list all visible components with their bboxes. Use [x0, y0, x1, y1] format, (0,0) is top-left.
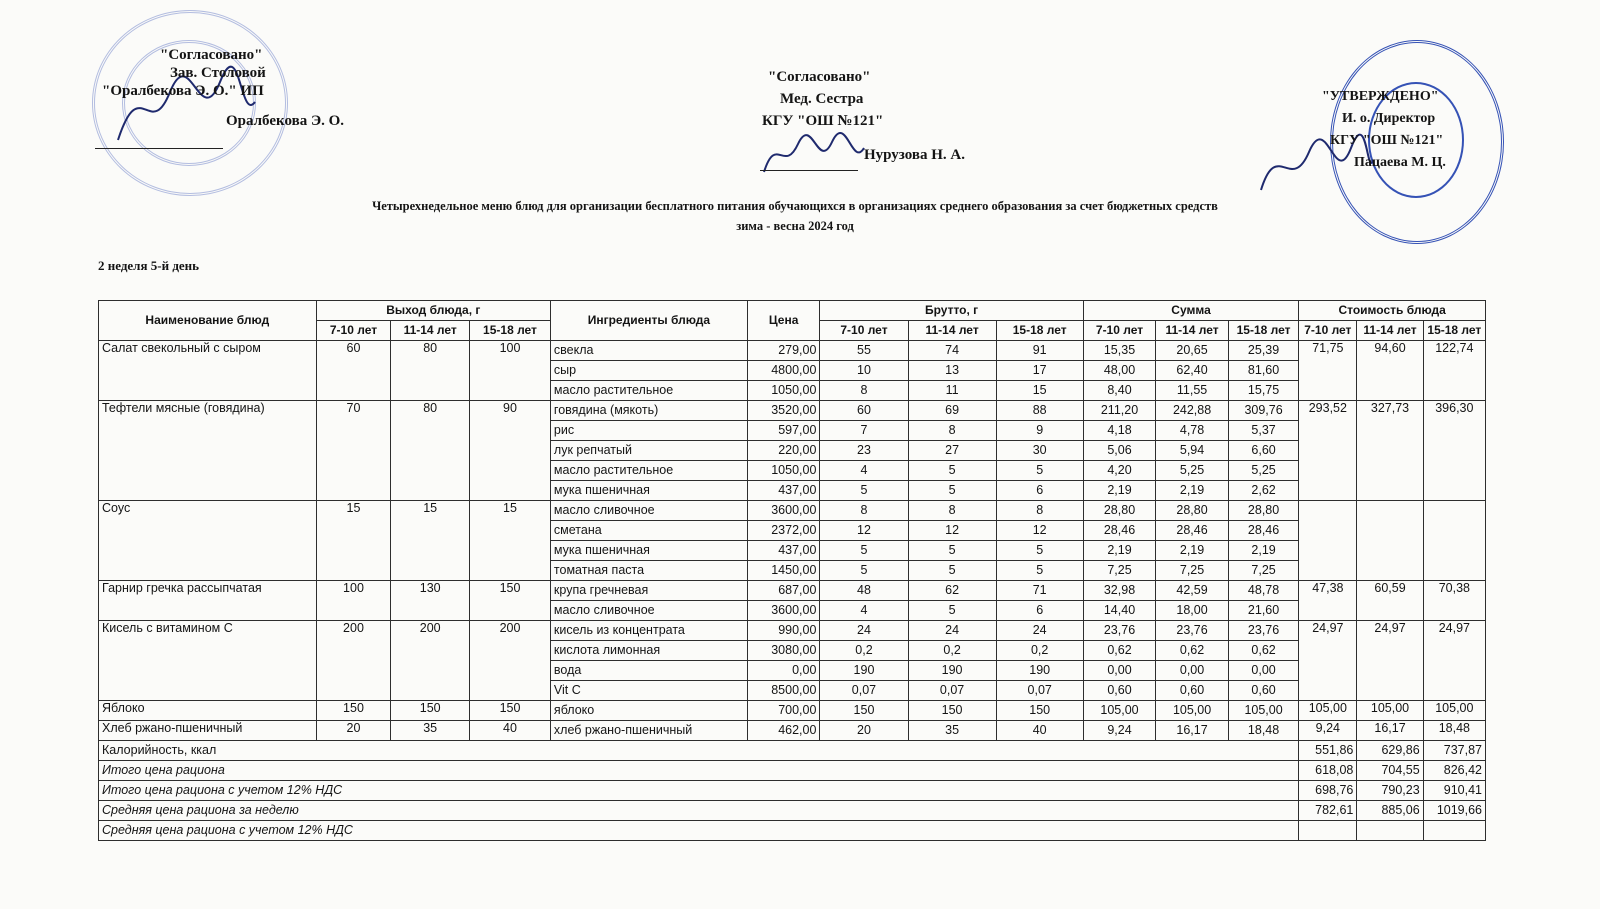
dish-output: 70	[316, 401, 391, 501]
ingredient-sum: 48,78	[1228, 581, 1298, 601]
header-cost-age3: 15-18 лет	[1423, 321, 1485, 341]
ingredient-sum: 5,25	[1156, 461, 1229, 481]
dish-cost	[1423, 501, 1485, 581]
dish-output: 150	[316, 701, 391, 721]
ingredient-brutto: 5	[908, 481, 996, 501]
approval-left-line1: "Согласовано"	[160, 47, 263, 63]
table-row	[99, 581, 1486, 601]
dish-cost: 105,00	[1299, 701, 1357, 721]
ingredient-brutto: 24	[908, 621, 996, 641]
dish-cost: 47,38	[1299, 581, 1357, 621]
ingredient-brutto: 74	[908, 341, 996, 361]
ingredient-name: крупа гречневая	[550, 581, 747, 601]
summary-label: Итого цена рациона	[99, 761, 1299, 781]
approval-middle-line2: Мед. Сестра	[780, 91, 864, 107]
ingredient-price: 1050,00	[747, 381, 820, 401]
ingredient-price: 0,00	[747, 661, 820, 681]
summary-value: 790,23	[1357, 781, 1423, 801]
dish-output: 150	[470, 701, 551, 721]
ingredient-sum: 6,60	[1228, 441, 1298, 461]
ingredient-brutto: 88	[996, 401, 1083, 421]
dish-cost: 105,00	[1357, 701, 1423, 721]
ingredient-price: 462,00	[747, 721, 820, 741]
ingredient-sum: 62,40	[1156, 361, 1229, 381]
approval-right-line1: "УТВЕРЖДЕНО"	[1322, 89, 1439, 104]
ingredient-name: Vit C	[550, 681, 747, 701]
approval-left-line4: Оралбекова Э. О.	[226, 113, 345, 129]
dish-cost: 24,97	[1357, 621, 1423, 701]
ingredient-brutto: 5	[996, 561, 1083, 581]
header-cost: Стоимость блюда	[1299, 301, 1486, 321]
ingredient-sum: 7,25	[1083, 561, 1156, 581]
ingredient-brutto: 5	[908, 601, 996, 621]
ingredient-brutto: 4	[820, 601, 908, 621]
approval-right	[1322, 88, 1472, 172]
ingredient-sum: 0,60	[1156, 681, 1229, 701]
ingredient-name: масло растительное	[550, 461, 747, 481]
ingredient-price: 3080,00	[747, 641, 820, 661]
summary-row	[99, 801, 1486, 821]
ingredient-sum: 2,19	[1083, 481, 1156, 501]
ingredient-sum: 7,25	[1156, 561, 1229, 581]
dish-cost: 122,74	[1423, 341, 1485, 401]
dish-name: Кисель с витамином С	[99, 621, 317, 701]
ingredient-price: 700,00	[747, 701, 820, 721]
dish-cost: 9,24	[1299, 721, 1357, 741]
ingredient-sum: 0,60	[1228, 681, 1298, 701]
ingredient-sum: 0,00	[1156, 661, 1229, 681]
ingredient-brutto: 7	[820, 421, 908, 441]
menu-table-body	[99, 341, 1486, 841]
ingredient-sum: 42,59	[1156, 581, 1229, 601]
ingredient-price: 2372,00	[747, 521, 820, 541]
ingredient-sum: 23,76	[1083, 621, 1156, 641]
summary-value: 551,86	[1299, 741, 1357, 761]
ingredient-name: сметана	[550, 521, 747, 541]
ingredient-price: 4800,00	[747, 361, 820, 381]
summary-value: 1019,66	[1423, 801, 1485, 821]
ingredient-brutto: 24	[820, 621, 908, 641]
header-brutto-age1: 7-10 лет	[820, 321, 908, 341]
ingredient-name: мука пшеничная	[550, 481, 747, 501]
approval-middle-line3: КГУ "ОШ №121"	[762, 113, 884, 129]
ingredient-brutto: 20	[820, 721, 908, 741]
summary-row	[99, 781, 1486, 801]
dish-cost: 396,30	[1423, 401, 1485, 501]
ingredient-brutto: 17	[996, 361, 1083, 381]
document-title-line2: зима - весна 2024 год	[736, 219, 854, 233]
day-label: 2 неделя 5-й день	[98, 258, 200, 273]
dish-cost: 293,52	[1299, 401, 1357, 501]
dish-output: 35	[391, 721, 470, 741]
header-sum: Сумма	[1083, 301, 1299, 321]
summary-label: Средняя цена рациона за неделю	[99, 801, 1299, 821]
summary-value	[1423, 821, 1485, 841]
ingredient-price: 597,00	[747, 421, 820, 441]
table-row	[99, 621, 1486, 641]
ingredient-brutto: 15	[996, 381, 1083, 401]
summary-row	[99, 741, 1486, 761]
ingredient-price: 8500,00	[747, 681, 820, 701]
ingredient-brutto: 91	[996, 341, 1083, 361]
summary-value: 782,61	[1299, 801, 1357, 821]
ingredient-name: масло сливочное	[550, 501, 747, 521]
summary-value: 737,87	[1423, 741, 1485, 761]
dish-output: 40	[470, 721, 551, 741]
summary-value	[1299, 821, 1357, 841]
middle-signature-line	[760, 170, 858, 171]
approval-left-line3: "Оралбекова Э. О." ИП	[102, 83, 264, 99]
ingredient-brutto: 60	[820, 401, 908, 421]
ingredient-sum: 18,00	[1156, 601, 1229, 621]
summary-label: Средняя цена рациона с учетом 12% НДС	[99, 821, 1299, 841]
dish-name: Яблоко	[99, 701, 317, 721]
dish-cost: 70,38	[1423, 581, 1485, 621]
ingredient-brutto: 4	[820, 461, 908, 481]
ingredient-sum: 25,39	[1228, 341, 1298, 361]
ingredient-sum: 48,00	[1083, 361, 1156, 381]
ingredient-name: масло растительное	[550, 381, 747, 401]
ingredient-name: хлеб ржано-пшеничный	[550, 721, 747, 741]
ingredient-name: томатная паста	[550, 561, 747, 581]
ingredient-sum: 15,75	[1228, 381, 1298, 401]
dish-cost: 71,75	[1299, 341, 1357, 401]
ingredient-name: вода	[550, 661, 747, 681]
table-row	[99, 701, 1486, 721]
ingredient-brutto: 8	[820, 501, 908, 521]
ingredient-sum: 5,06	[1083, 441, 1156, 461]
dish-output: 15	[316, 501, 391, 581]
document-title-line1: Четырехнедельное меню блюд для организации бесплатного питания обучающихся в организациях среднего образования за счет бюджетных средств	[372, 199, 1218, 213]
ingredient-sum: 2,62	[1228, 481, 1298, 501]
dish-name: Гарнир гречка рассыпчатая	[99, 581, 317, 621]
dish-output: 150	[470, 581, 551, 621]
ingredient-sum: 0,62	[1156, 641, 1229, 661]
dish-output: 60	[316, 341, 391, 401]
ingredient-name: лук репчатый	[550, 441, 747, 461]
dish-output: 20	[316, 721, 391, 741]
ingredient-sum: 7,25	[1228, 561, 1298, 581]
ingredient-sum: 18,48	[1228, 721, 1298, 741]
header-sum-age2: 11-14 лет	[1156, 321, 1229, 341]
ingredient-brutto: 71	[996, 581, 1083, 601]
approval-middle	[762, 68, 1002, 164]
ingredient-sum: 9,24	[1083, 721, 1156, 741]
approval-middle-line1: "Согласовано"	[768, 69, 871, 85]
ingredient-sum: 4,18	[1083, 421, 1156, 441]
ingredient-brutto: 13	[908, 361, 996, 381]
ingredient-brutto: 5	[996, 461, 1083, 481]
header-ingredients: Ингредиенты блюда	[550, 301, 747, 341]
dish-output: 200	[316, 621, 391, 701]
dish-output: 15	[391, 501, 470, 581]
ingredient-brutto: 5	[820, 481, 908, 501]
ingredient-price: 220,00	[747, 441, 820, 461]
header-sum-age3: 15-18 лет	[1228, 321, 1298, 341]
menu-table	[98, 300, 1486, 841]
approval-middle-line4: Нурузова Н. А.	[864, 147, 965, 163]
ingredient-sum: 105,00	[1156, 701, 1229, 721]
ingredient-sum: 0,00	[1083, 661, 1156, 681]
dish-cost	[1357, 501, 1423, 581]
ingredient-name: мука пшеничная	[550, 541, 747, 561]
ingredient-sum: 16,17	[1156, 721, 1229, 741]
ingredient-brutto: 24	[996, 621, 1083, 641]
dish-output: 100	[316, 581, 391, 621]
ingredient-brutto: 8	[996, 501, 1083, 521]
header-output-age2: 11-14 лет	[391, 321, 470, 341]
summary-value: 704,55	[1357, 761, 1423, 781]
dish-cost: 24,97	[1423, 621, 1485, 701]
table-row	[99, 401, 1486, 421]
dish-output: 200	[391, 621, 470, 701]
ingredient-sum: 15,35	[1083, 341, 1156, 361]
dish-cost: 327,73	[1357, 401, 1423, 501]
ingredient-price: 279,00	[747, 341, 820, 361]
ingredient-brutto: 12	[820, 521, 908, 541]
ingredient-name: свекла	[550, 341, 747, 361]
dish-output: 130	[391, 581, 470, 621]
approval-right-line2: И. о. Директор	[1342, 111, 1436, 126]
ingredient-brutto: 6	[996, 481, 1083, 501]
summary-row	[99, 761, 1486, 781]
ingredient-sum: 28,46	[1156, 521, 1229, 541]
header-dish: Наименование блюд	[99, 301, 317, 341]
ingredient-brutto: 55	[820, 341, 908, 361]
header-output: Выход блюда, г	[316, 301, 550, 321]
ingredient-sum: 14,40	[1083, 601, 1156, 621]
ingredient-sum: 23,76	[1156, 621, 1229, 641]
ingredient-sum: 309,76	[1228, 401, 1298, 421]
summary-row	[99, 821, 1486, 841]
dish-output: 90	[470, 401, 551, 501]
ingredient-sum: 0,60	[1083, 681, 1156, 701]
header-brutto-age3: 15-18 лет	[996, 321, 1083, 341]
ingredient-brutto: 190	[820, 661, 908, 681]
ingredient-brutto: 0,07	[908, 681, 996, 701]
ingredient-brutto: 0,07	[820, 681, 908, 701]
ingredient-brutto: 5	[908, 561, 996, 581]
dish-name: Соус	[99, 501, 317, 581]
ingredient-brutto: 8	[908, 501, 996, 521]
summary-value: 618,08	[1299, 761, 1357, 781]
ingredient-brutto: 9	[996, 421, 1083, 441]
ingredient-name: кисель из концентрата	[550, 621, 747, 641]
dish-name: Салат свекольный с сыром	[99, 341, 317, 401]
dish-output: 80	[391, 341, 470, 401]
ingredient-brutto: 0,2	[908, 641, 996, 661]
summary-value: 885,06	[1357, 801, 1423, 821]
dish-output: 80	[391, 401, 470, 501]
header-cost-age1: 7-10 лет	[1299, 321, 1357, 341]
ingredient-brutto: 5	[908, 541, 996, 561]
ingredient-sum: 23,76	[1228, 621, 1298, 641]
ingredient-brutto: 11	[908, 381, 996, 401]
ingredient-price: 1450,00	[747, 561, 820, 581]
header-output-age3: 15-18 лет	[470, 321, 551, 341]
ingredient-brutto: 35	[908, 721, 996, 741]
ingredient-brutto: 23	[820, 441, 908, 461]
dish-output: 150	[391, 701, 470, 721]
ingredient-price: 990,00	[747, 621, 820, 641]
ingredient-sum: 4,20	[1083, 461, 1156, 481]
ingredient-sum: 5,37	[1228, 421, 1298, 441]
ingredient-sum: 2,19	[1228, 541, 1298, 561]
document-title	[300, 196, 1290, 236]
dish-cost: 24,97	[1299, 621, 1357, 701]
ingredient-sum: 28,46	[1228, 521, 1298, 541]
summary-label: Итого цена рациона с учетом 12% НДС	[99, 781, 1299, 801]
ingredient-sum: 28,46	[1083, 521, 1156, 541]
ingredient-brutto: 8	[820, 381, 908, 401]
ingredient-brutto: 5	[820, 561, 908, 581]
ingredient-brutto: 10	[820, 361, 908, 381]
ingredient-brutto: 62	[908, 581, 996, 601]
header-output-age1: 7-10 лет	[316, 321, 391, 341]
left-signature-line	[95, 148, 223, 149]
ingredient-sum: 242,88	[1156, 401, 1229, 421]
ingredient-sum: 28,80	[1083, 501, 1156, 521]
ingredient-brutto: 0,2	[820, 641, 908, 661]
ingredient-price: 437,00	[747, 481, 820, 501]
header-cost-age2: 11-14 лет	[1357, 321, 1423, 341]
ingredient-sum: 4,78	[1156, 421, 1229, 441]
dish-name: Тефтели мясные (говядина)	[99, 401, 317, 501]
ingredient-sum: 105,00	[1083, 701, 1156, 721]
ingredient-sum: 21,60	[1228, 601, 1298, 621]
ingredient-sum: 211,20	[1083, 401, 1156, 421]
summary-value	[1357, 821, 1423, 841]
ingredient-sum: 28,80	[1156, 501, 1229, 521]
approval-right-line3: КГУ "ОШ №121"	[1330, 133, 1444, 148]
ingredient-price: 3600,00	[747, 601, 820, 621]
ingredient-sum: 2,19	[1083, 541, 1156, 561]
dish-cost: 60,59	[1357, 581, 1423, 621]
summary-label: Калорийность, ккал	[99, 741, 1299, 761]
ingredient-sum: 2,19	[1156, 541, 1229, 561]
dish-output: 100	[470, 341, 551, 401]
header-sum-age1: 7-10 лет	[1083, 321, 1156, 341]
dish-cost: 105,00	[1423, 701, 1485, 721]
dish-cost: 16,17	[1357, 721, 1423, 741]
summary-value: 629,86	[1357, 741, 1423, 761]
ingredient-brutto: 5	[820, 541, 908, 561]
ingredient-sum: 11,55	[1156, 381, 1229, 401]
dish-cost: 94,60	[1357, 341, 1423, 401]
ingredient-brutto: 12	[908, 521, 996, 541]
ingredient-name: сыр	[550, 361, 747, 381]
header-brutto: Брутто, г	[820, 301, 1083, 321]
ingredient-brutto: 150	[908, 701, 996, 721]
table-row	[99, 721, 1486, 741]
ingredient-price: 3600,00	[747, 501, 820, 521]
header-price: Цена	[747, 301, 820, 341]
ingredient-sum: 32,98	[1083, 581, 1156, 601]
ingredient-name: масло сливочное	[550, 601, 747, 621]
dish-output: 200	[470, 621, 551, 701]
dish-cost	[1299, 501, 1357, 581]
ingredient-sum: 20,65	[1156, 341, 1229, 361]
ingredient-price: 687,00	[747, 581, 820, 601]
ingredient-sum: 2,19	[1156, 481, 1229, 501]
ingredient-brutto: 0,2	[996, 641, 1083, 661]
ingredient-brutto: 190	[996, 661, 1083, 681]
header-brutto-age2: 11-14 лет	[908, 321, 996, 341]
ingredient-brutto: 5	[996, 541, 1083, 561]
ingredient-brutto: 150	[820, 701, 908, 721]
approval-left	[102, 46, 400, 130]
ingredient-name: яблоко	[550, 701, 747, 721]
summary-value: 698,76	[1299, 781, 1357, 801]
summary-value: 826,42	[1423, 761, 1485, 781]
ingredient-sum: 5,25	[1228, 461, 1298, 481]
ingredient-name: кислота лимонная	[550, 641, 747, 661]
ingredient-price: 3520,00	[747, 401, 820, 421]
ingredient-brutto: 27	[908, 441, 996, 461]
ingredient-brutto: 69	[908, 401, 996, 421]
ingredient-sum: 8,40	[1083, 381, 1156, 401]
summary-value: 910,41	[1423, 781, 1485, 801]
ingredient-sum: 105,00	[1228, 701, 1298, 721]
ingredient-sum: 81,60	[1228, 361, 1298, 381]
ingredient-brutto: 150	[996, 701, 1083, 721]
ingredient-sum: 0,62	[1083, 641, 1156, 661]
ingredient-brutto: 190	[908, 661, 996, 681]
ingredient-brutto: 12	[996, 521, 1083, 541]
approval-right-line4: Пацаева М. Ц.	[1354, 155, 1446, 170]
table-row	[99, 501, 1486, 521]
dish-cost: 18,48	[1423, 721, 1485, 741]
ingredient-sum: 0,00	[1228, 661, 1298, 681]
ingredient-brutto: 40	[996, 721, 1083, 741]
ingredient-price: 437,00	[747, 541, 820, 561]
table-row	[99, 341, 1486, 361]
ingredient-sum: 5,94	[1156, 441, 1229, 461]
ingredient-brutto: 5	[908, 461, 996, 481]
dish-name: Хлеб ржано-пшеничный	[99, 721, 317, 741]
ingredient-sum: 0,62	[1228, 641, 1298, 661]
ingredient-name: рис	[550, 421, 747, 441]
ingredient-name: говядина (мякоть)	[550, 401, 747, 421]
ingredient-brutto: 0,07	[996, 681, 1083, 701]
approval-left-line2: Зав. Столовой	[170, 65, 266, 81]
ingredient-brutto: 8	[908, 421, 996, 441]
ingredient-brutto: 30	[996, 441, 1083, 461]
dish-output: 15	[470, 501, 551, 581]
ingredient-brutto: 6	[996, 601, 1083, 621]
ingredient-sum: 28,80	[1228, 501, 1298, 521]
ingredient-price: 1050,00	[747, 461, 820, 481]
ingredient-brutto: 48	[820, 581, 908, 601]
